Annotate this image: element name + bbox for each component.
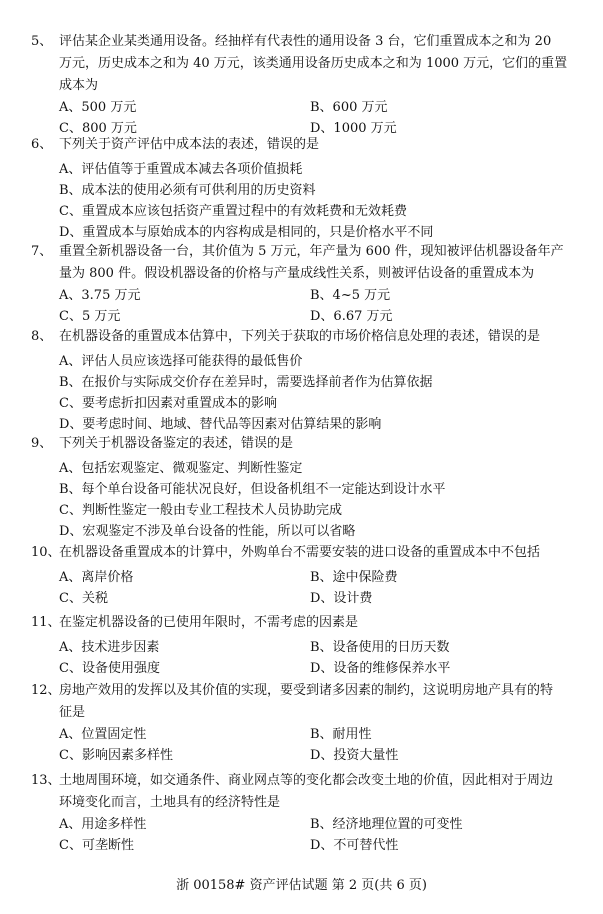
question-stem: [0, 134, 603, 156]
option-b: B、在报价与实际成交价存在差异时，需要选择前者作为估算依据: [59, 375, 433, 390]
option-a: A、位置固定性: [59, 727, 147, 742]
option-row: [0, 159, 603, 180]
option-row: [0, 521, 603, 542]
option-row: [0, 393, 603, 414]
question-10: [0, 542, 603, 609]
question-number: 6、: [31, 137, 53, 152]
question-stem: [0, 326, 603, 348]
option-a: A、3.75 万元: [59, 288, 141, 303]
option-row: [0, 745, 603, 766]
question-text-line: 万元，历史成本之和为 40 万元，该类通用设备历史成本之和为 1000 万元，它们的重置: [59, 56, 568, 71]
question-9: [0, 433, 603, 542]
question-11: [0, 612, 603, 679]
option-a: A、评估值等于重置成本减去各项价值损耗: [59, 162, 303, 177]
option-a: A、评估人员应该选择可能获得的最低售价: [59, 354, 303, 369]
question-stem: [0, 542, 603, 564]
question-text-continuation: [0, 53, 603, 75]
option-row: [0, 814, 603, 835]
option-d: D、重置成本与原始成本的内容构成是相同的，只是价格水平不同: [59, 225, 434, 240]
option-row: [0, 222, 603, 243]
question-text-line: 重置全新机器设备一台，其价值为 5 万元，年产量为 600 件，现知被评估机器设备年产: [59, 244, 564, 259]
option-b: B、成本法的使用必须有可供利用的历史资料: [59, 183, 316, 198]
question-number: 9、: [31, 436, 53, 451]
option-c: C、重置成本应该包括资产重置过程中的有效耗费和无效耗费: [59, 204, 407, 219]
question-text-continuation: [0, 792, 603, 814]
option-row: [0, 637, 603, 658]
question-8: [0, 326, 603, 435]
question-text-line: 征是: [59, 705, 86, 720]
option-row: [0, 97, 603, 118]
question-number: 5、: [31, 34, 53, 49]
option-row: [0, 658, 603, 679]
question-stem: [0, 770, 603, 792]
option-b: B、耐用性: [310, 727, 372, 742]
option-row: [0, 285, 603, 306]
option-row: [0, 479, 603, 500]
question-text-continuation: [0, 75, 603, 97]
option-row: [0, 306, 603, 327]
option-a: A、500 万元: [59, 100, 137, 115]
question-13: [0, 770, 603, 856]
option-a: A、用途多样性: [59, 817, 147, 832]
option-c: C、5 万元: [59, 309, 121, 324]
option-b: B、每个单台设备可能状况良好，但设备机组不一定能达到设计水平: [59, 482, 446, 497]
question-stem: [0, 612, 603, 634]
option-c: C、判断性鉴定一般由专业工程技术人员协助完成: [59, 503, 342, 518]
question-text-line: 环境变化而言，土地具有的经济特性是: [59, 795, 281, 810]
option-a: A、技术进步因素: [59, 640, 160, 655]
question-stem: [0, 433, 603, 455]
question-number: 12、: [31, 683, 61, 698]
option-row: [0, 180, 603, 201]
option-c: C、设备使用强度: [59, 661, 160, 676]
question-stem: [0, 241, 603, 263]
question-number: 7、: [31, 244, 53, 259]
question-7: [0, 241, 603, 327]
question-text-line: 下列关于资产评估中成本法的表述，错误的是: [59, 137, 320, 152]
question-text-line: 下列关于机器设备鉴定的表述，错误的是: [59, 436, 294, 451]
option-d: D、投资大量性: [310, 748, 399, 763]
option-row: [0, 351, 603, 372]
option-b: B、4~5 万元: [310, 288, 391, 303]
question-text-line: 在机器设备的重置成本估算中，下列关于获取的市场价格信息处理的表述，错误的是: [59, 329, 541, 344]
question-12: [0, 680, 603, 766]
option-row: [0, 458, 603, 479]
question-text-line: 房地产效用的发挥以及其价值的实现，要受到诸多因素的制约，这说明房地产具有的特: [59, 683, 554, 698]
question-number: 13、: [31, 773, 61, 788]
option-d: D、不可替代性: [310, 838, 399, 853]
option-d: D、宏观鉴定不涉及单台设备的性能，所以可以省略: [59, 524, 356, 539]
question-text-line: 在机器设备重置成本的计算中，外购单台不需要安装的进口设备的重置成本中不包括: [59, 545, 541, 560]
question-text-line: 土地周围环境，如交通条件、商业网点等的变化都会改变土地的价值，因此相对于周边: [59, 773, 554, 788]
question-text-continuation: [0, 263, 603, 285]
question-text-continuation: [0, 702, 603, 724]
option-b: B、经济地理位置的可变性: [310, 817, 463, 832]
option-b: B、途中保险费: [310, 570, 398, 585]
option-row: [0, 500, 603, 521]
page-footer: 浙 00158# 资产评估试题 第 2 页(共 6 页): [176, 878, 427, 893]
option-d: D、设备的维修保养水平: [310, 661, 451, 676]
option-row: [0, 567, 603, 588]
question-number: 8、: [31, 329, 53, 344]
option-row: [0, 414, 603, 435]
option-row: [0, 724, 603, 745]
question-stem: [0, 31, 603, 53]
option-c: C、影响因素多样性: [59, 748, 173, 763]
option-d: D、要考虑时间、地域、替代品等因素对估算结果的影响: [59, 417, 382, 432]
question-number: 11、: [31, 615, 61, 630]
option-d: D、设计费: [310, 591, 373, 606]
option-row: [0, 372, 603, 393]
option-c: C、要考虑折扣因素对重置成本的影响: [59, 396, 277, 411]
question-text-line: 量为 800 件。假设机器设备的价格与产量成线性关系，则被评估设备的重置成本为: [59, 266, 535, 281]
option-d: D、1000 万元: [310, 121, 397, 136]
question-number: 10、: [31, 545, 61, 560]
question-5: [0, 31, 603, 139]
option-a: A、离岸价格: [59, 570, 134, 585]
question-text-line: 在鉴定机器设备的已使用年限时，不需考虑的因素是: [59, 615, 359, 630]
question-stem: [0, 680, 603, 702]
option-row: [0, 588, 603, 609]
option-a: A、包括宏观鉴定、微观鉴定、判断性鉴定: [59, 461, 303, 476]
option-row: [0, 201, 603, 222]
option-c: C、关税: [59, 591, 108, 606]
option-c: C、800 万元: [59, 121, 137, 136]
option-d: D、6.67 万元: [310, 309, 393, 324]
option-row: [0, 835, 603, 856]
question-6: [0, 134, 603, 243]
option-b: B、设备使用的日历天数: [310, 640, 450, 655]
question-text-line: 成本为: [59, 78, 99, 93]
question-text-line: 评估某企业某类通用设备。经抽样有代表性的通用设备 3 台，它们重置成本之和为 20: [59, 34, 552, 49]
option-b: B、600 万元: [310, 100, 388, 115]
option-c: C、可垄断性: [59, 838, 134, 853]
